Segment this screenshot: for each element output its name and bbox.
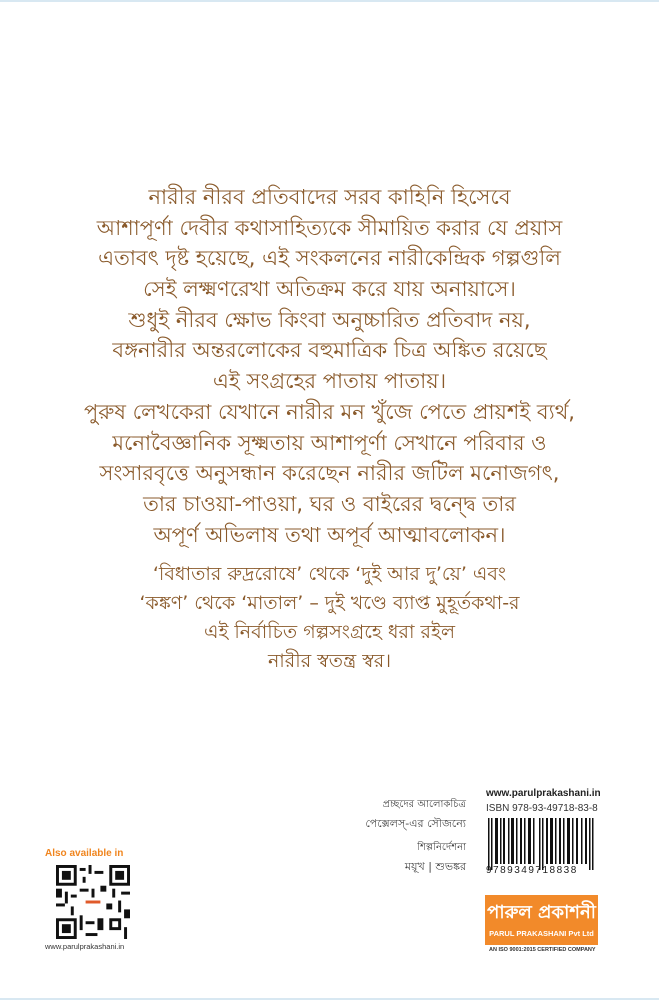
blurb-secondary xyxy=(0,560,659,676)
blurb-line: পুরুষ লেখকেরা যেখানে নারীর মন খুঁজে পেতে প্রায়শই ব্যর্থ, xyxy=(83,399,575,424)
blurb-line: মনোবৈজ্ঞানিক সূক্ষ্মতায় আশাপূর্ণা সেখানে পরিবার ও xyxy=(112,430,547,455)
also-available-label: Also available in xyxy=(45,848,124,859)
qr-url: www.parulprakashani.in xyxy=(45,942,125,951)
blurb-line: নারীর স্বতন্ত্র স্বর। xyxy=(267,650,392,672)
design-label: শিল্পনির্দেশনা xyxy=(417,842,466,853)
blurb-line: সংসারবৃত্তে অনুসন্ধান করেছেন নারীর জটিল মনোজগৎ, xyxy=(99,461,560,486)
barcode-number: 9789349718838 xyxy=(486,865,578,876)
blurb-line: ‘কঙ্কণ’ থেকে ‘মাতাল’ – দুই খণ্ডে ব্যাপ্ত মুহূর্তকথা-র xyxy=(139,592,520,614)
publisher-logo xyxy=(485,895,598,945)
design-credit: ময়ূখ | শুভঙ্কর xyxy=(404,860,466,873)
blurb-line: সেই লক্ষ্মণরেখা অতিক্রম করে যায় অনায়াসে। xyxy=(143,277,516,302)
blurb-line: আশাপূর্ণা দেবীর কথাসাহিত্যকে সীমায়িত করার যে প্রয়াস xyxy=(96,215,563,240)
blurb-line: এই সংগ্রহের পাতায় পাতায়। xyxy=(212,369,447,394)
isbn: ISBN 978-93-49718-83-8 xyxy=(486,803,598,814)
blurb-line: নারীর নীরব প্রতিবাদের সরব কাহিনি হিসেবে xyxy=(148,185,511,209)
cover-photo-credit: পেক্সেলস্-এর সৌজন্যে xyxy=(365,817,466,830)
blurb-line: শুধুই নীরব ক্ষোভ কিংবা অনুচ্চারিত প্রতিবাদ নয়, xyxy=(128,307,531,332)
logo-english: PARUL PRAKASHANI Pvt Ltd xyxy=(489,929,594,938)
logo-bengali: পারুল প্রকাশনী xyxy=(487,902,596,923)
blurb-main xyxy=(0,182,659,550)
blurb-line: ‘বিধাতার রুদ্ররোষে’ থেকে ‘দুই আর দু’য়ে’ এবং xyxy=(152,563,507,585)
blurb-line: এতাবৎ দৃষ্ট হয়েছে, এই সংকলনের নারীকেন্দ্রিক গল্পগুলি xyxy=(98,246,561,271)
qr-code xyxy=(56,864,130,940)
cover-photo-label: প্রচ্ছদের আলোকচিত্র xyxy=(382,799,466,810)
top-edge xyxy=(0,0,659,2)
blurb-line: তার চাওয়া-পাওয়া, ঘর ও বাইরের দ্বন্দ্বে তার xyxy=(143,491,516,516)
barcode xyxy=(488,818,594,870)
blurb-line: বঙ্গনারীর অন্তরলোকের বহুমাত্রিক চিত্র অঙ্কিত রয়েছে xyxy=(112,338,547,363)
blurb-line: এই নির্বাচিত গল্পসংগ্রহে ধরা রইল xyxy=(204,621,455,643)
website-url: www.parulprakashani.in xyxy=(486,788,601,799)
iso-certification: AN ISO 9001:2015 CERTIFIED COMPANY xyxy=(489,947,596,953)
blurb-line: অপূর্ণ অভিলাষ তথা অপূর্ব আত্মাবলোকন। xyxy=(153,522,506,547)
